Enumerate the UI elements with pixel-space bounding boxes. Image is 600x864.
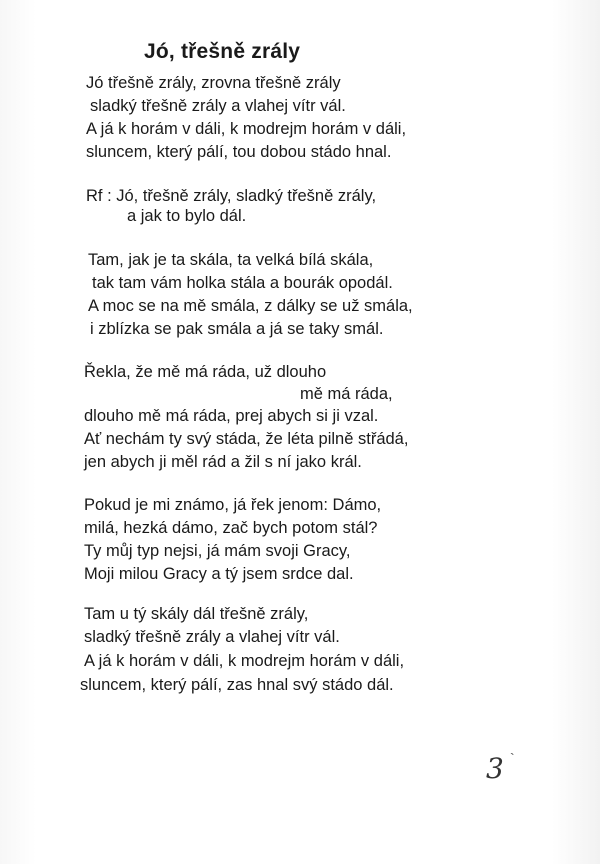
lyric-line: mě má ráda, bbox=[300, 385, 393, 403]
lyric-line: sladký třešně zrály a vlahej vítr vál. bbox=[84, 628, 340, 646]
lyric-line: jen abych ji měl rád a žil s ní jako král. bbox=[84, 453, 362, 471]
lyric-line: Tam u tý skály dál třešně zrály, bbox=[84, 605, 309, 623]
lyric-line: A já k horám v dáli, k modrejm horám v dáli, bbox=[86, 120, 407, 138]
refrain-line: Rf : Jó, třešně zrály, sladký třešně zrály, bbox=[86, 187, 377, 205]
lyric-line: Moji milou Gracy a tý jsem srdce dal. bbox=[84, 565, 354, 583]
lyric-line: A moc se na mě smála, z dálky se už smála, bbox=[88, 297, 413, 315]
lyric-line: i zblízka se pak smála a já se taky smál. bbox=[90, 320, 384, 338]
handwritten-page-number: 3 bbox=[486, 752, 504, 785]
lyric-line: A já k horám v dáli, k modrejm horám v dáli, bbox=[84, 652, 405, 670]
lyric-line: sladký třešně zrály a vlahej vítr vál. bbox=[90, 97, 346, 115]
lyric-line: Tam, jak je ta skála, ta velká bílá skála, bbox=[88, 251, 374, 269]
lyric-line: Jó třešně zrály, zrovna třešně zrály bbox=[86, 74, 341, 92]
lyric-line: Ať nechám ty svý stáda, že léta pilně střádá, bbox=[84, 430, 409, 448]
page-number-mark: ` bbox=[510, 750, 515, 766]
lyric-line: tak tam vám holka stála a bourák opodál. bbox=[92, 274, 393, 292]
lyric-line: sluncem, který pálí, tou dobou stádo hnal. bbox=[86, 143, 392, 161]
lyric-line: Ty můj typ nejsi, já mám svoji Gracy, bbox=[84, 542, 351, 560]
lyric-line: sluncem, který pálí, zas hnal svý stádo dál. bbox=[80, 676, 394, 694]
lyric-line: dlouho mě má ráda, prej abych si ji vzal. bbox=[84, 407, 379, 425]
lyric-line: milá, hezká dámo, zač bych potom stál? bbox=[84, 519, 378, 537]
refrain-line: a jak to bylo dál. bbox=[127, 207, 247, 225]
lyric-line: Řekla, že mě má ráda, už dlouho bbox=[84, 363, 327, 381]
song-title: Jó, třešně zrály bbox=[144, 40, 301, 63]
lyric-line: Pokud je mi známo, já řek jenom: Dámo, bbox=[84, 496, 382, 514]
